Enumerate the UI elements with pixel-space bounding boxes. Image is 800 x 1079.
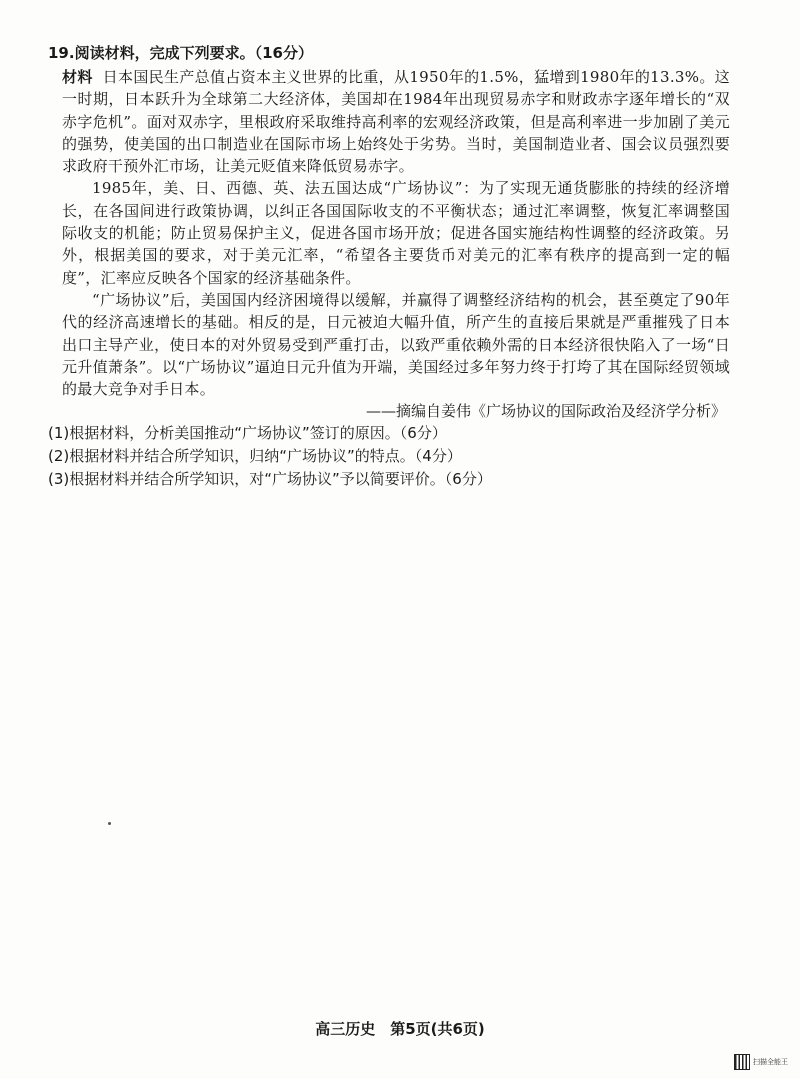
question-block [48,42,730,491]
material-text-1: 日本国民生产总值占资本主义世界的比重，从1950年的1.5%，猛增到1980年的13.3%。这一时期，日本跃升为全球第二大经济体，美国却在1984年出现贸易赤字和财政赤字逐年增长的“双赤字危机”。面对双赤字，里根政府采取维持高利率的宏观经济政策，但是高利率进一步加剧了美元的强势，使美国的出口制造业在国际市场上始终处于劣势。当时，美国制造业者、国会议员强烈要求政府干预外汇市场，让美元贬值来降低贸易赤字。 [62,68,730,176]
material-paragraph-1 [62,66,730,177]
qr-code-icon [734,1054,750,1070]
subquestion-2: (2)根据材料并结合所学知识，归纳“广场协议”的特点。（4分） [48,447,462,466]
subquestion-3: (3)根据材料并结合所学知识，对“广场协议”予以简要评价。（6分） [48,470,492,489]
material-paragraph-3 [62,289,730,400]
scan-speck [108,822,111,825]
material-text-3: “广场协议”后，美国国内经济困境得以缓解，并赢得了调整经济结构的机会，甚至奠定了90年代的经济高速增长的基础。相反的是，日元被迫大幅升值，所产生的直接后果就是严重摧残了日本出口主导产业，使日本的对外贸易受到严重打击，以致严重依赖外需的日本经济很快陷入了一场“日元升值萧条”。以“广场协议”逼迫日元升值为开端，美国经过多年努力终于打垮了其在国际经贸领域的最大竞争对手日本。 [62,290,730,399]
page-footer: 高三历史 第5页(共6页) [315,1020,485,1038]
question-number: 19. [48,44,75,62]
material-paragraph-2 [62,177,730,288]
scanner-badge-text: 扫描全能王 [753,1058,788,1066]
question-header [48,42,730,64]
scanner-badge [734,1054,788,1070]
material-label: 材料 [62,68,93,86]
material-source: ——摘编自姜伟《广场协议的国际政治及经济学分析》 [365,402,726,421]
question-instruction: 阅读材料，完成下列要求。（16分） [74,44,313,62]
material-text-2: 1985年，美、日、西德、英、法五国达成“广场协议”：为了实现无通货膨胀的持续的经济增长，在各国间进行政策协调，以纠正各国国际收支的不平衡状态；通过汇率调整，恢复汇率调整国际收支的机能；防止贸易保护主义，促进各国市场开放；促进各国实施结构性调整的经济政策。另外，根据美国的要求，对于美元汇率，“希望各主要货币对美元的汇率有秩序的提高到一定的幅度”，汇率应反映各个国家的经济基础条件。 [62,179,730,287]
subquestion-1: (1)根据材料，分析美国推动“广场协议”签订的原因。（6分） [48,424,447,443]
